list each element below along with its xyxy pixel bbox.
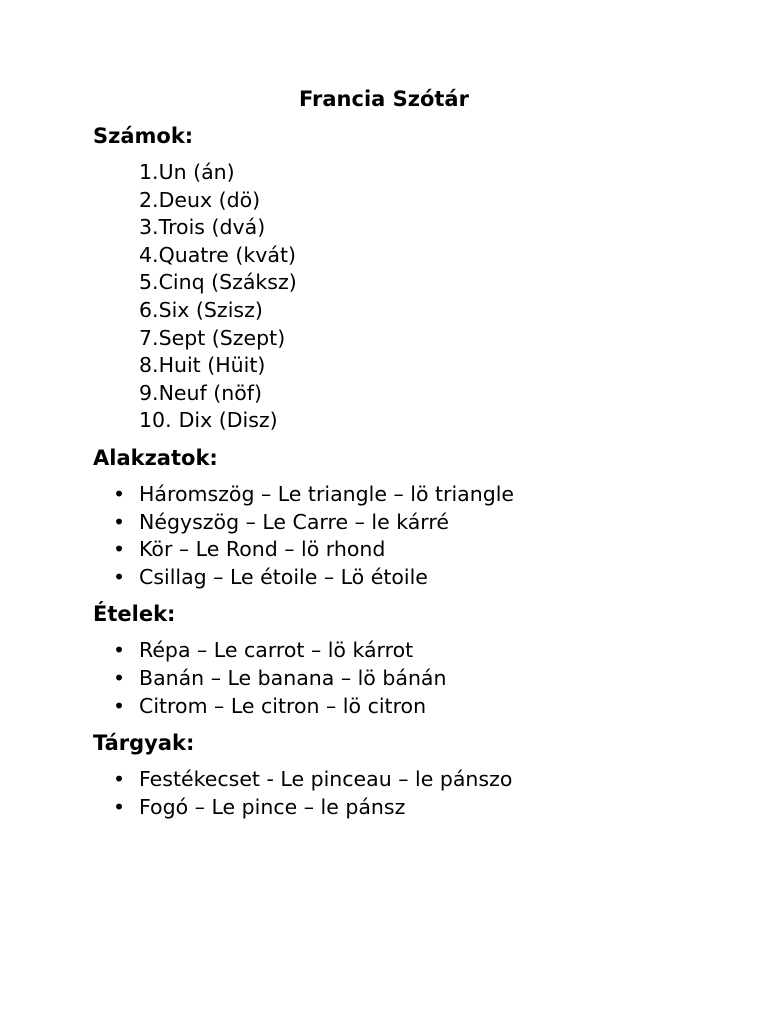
list-item-text: Un (án) bbox=[158, 160, 235, 184]
list-number: 7. bbox=[139, 325, 159, 350]
numbers-list bbox=[93, 159, 693, 435]
list-item bbox=[93, 693, 693, 721]
list-number: 6. bbox=[139, 297, 159, 322]
section-heading-numbers: Számok: bbox=[93, 124, 194, 148]
list-number: 1. bbox=[139, 160, 159, 184]
bullet-icon: • bbox=[113, 665, 126, 690]
bullet-icon: • bbox=[113, 767, 126, 792]
section-heading-shapes: Alakzatok: bbox=[93, 445, 218, 470]
shapes-list bbox=[93, 481, 693, 591]
list-number: 4. bbox=[139, 242, 159, 267]
objects-list bbox=[93, 766, 693, 821]
list-item-text: Dix (Disz) bbox=[178, 408, 278, 433]
list-item bbox=[93, 269, 693, 297]
list-item-text: Festékecset - Le pinceau – le pánszo bbox=[139, 767, 513, 792]
list-item bbox=[93, 352, 693, 380]
list-number: 9. bbox=[139, 380, 159, 405]
list-item bbox=[93, 481, 693, 509]
list-item-text: Huit (Hüit) bbox=[158, 353, 266, 378]
document-title: Francia Szótár bbox=[299, 87, 469, 111]
list-number: 5. bbox=[139, 270, 159, 295]
bullet-icon: • bbox=[113, 509, 126, 534]
list-number: 2. bbox=[139, 187, 159, 212]
list-number: 3. bbox=[139, 215, 159, 240]
list-item-text: Négyszög – Le Carre – le kárré bbox=[139, 509, 449, 534]
foods-list bbox=[93, 637, 693, 720]
list-item bbox=[93, 637, 693, 665]
bullet-icon: • bbox=[113, 537, 126, 562]
list-item bbox=[93, 794, 693, 822]
list-item bbox=[93, 564, 693, 592]
list-number: 8. bbox=[139, 353, 159, 378]
list-item bbox=[93, 187, 693, 215]
list-item-text: Csillag – Le étoile – Lö étoile bbox=[139, 564, 428, 589]
list-item-text: Fogó – Le pince – le pánsz bbox=[139, 794, 406, 819]
list-item-text: Citrom – Le citron – lö citron bbox=[139, 693, 427, 718]
list-item bbox=[93, 536, 693, 564]
list-item bbox=[93, 407, 693, 435]
list-item bbox=[93, 159, 693, 187]
bullet-icon: • bbox=[113, 481, 126, 506]
list-item-text: Deux (dö) bbox=[158, 187, 261, 212]
list-item-text: Cinq (Száksz) bbox=[158, 270, 297, 295]
list-item bbox=[93, 766, 693, 794]
list-item-text: Neuf (nöf) bbox=[158, 380, 262, 405]
list-item bbox=[93, 214, 693, 242]
bullet-icon: • bbox=[113, 794, 126, 819]
list-item-text: Six (Szisz) bbox=[158, 297, 263, 322]
section-heading-objects: Tárgyak: bbox=[93, 731, 195, 756]
bullet-icon: • bbox=[113, 638, 126, 663]
list-item bbox=[93, 325, 693, 353]
section-heading-foods: Ételek: bbox=[93, 602, 176, 627]
list-item bbox=[93, 297, 693, 325]
list-item-text: Banán – Le banana – lö bánán bbox=[139, 665, 447, 690]
list-item-text: Trois (dvá) bbox=[158, 215, 266, 240]
document-page bbox=[93, 86, 693, 821]
list-item-text: Sept (Szept) bbox=[158, 325, 286, 350]
bullet-icon: • bbox=[113, 693, 126, 718]
list-number: 10. bbox=[139, 408, 172, 433]
bullet-icon: • bbox=[113, 564, 126, 589]
list-item bbox=[93, 242, 693, 270]
list-item bbox=[93, 509, 693, 537]
list-item-text: Háromszög – Le triangle – lö triangle bbox=[139, 481, 515, 506]
list-item-text: Kör – Le Rond – lö rhond bbox=[139, 537, 386, 562]
list-item-text: Répa – Le carrot – lö kárrot bbox=[139, 638, 414, 663]
list-item-text: Quatre (kvát) bbox=[158, 242, 296, 267]
list-item bbox=[93, 380, 693, 408]
list-item bbox=[93, 665, 693, 693]
